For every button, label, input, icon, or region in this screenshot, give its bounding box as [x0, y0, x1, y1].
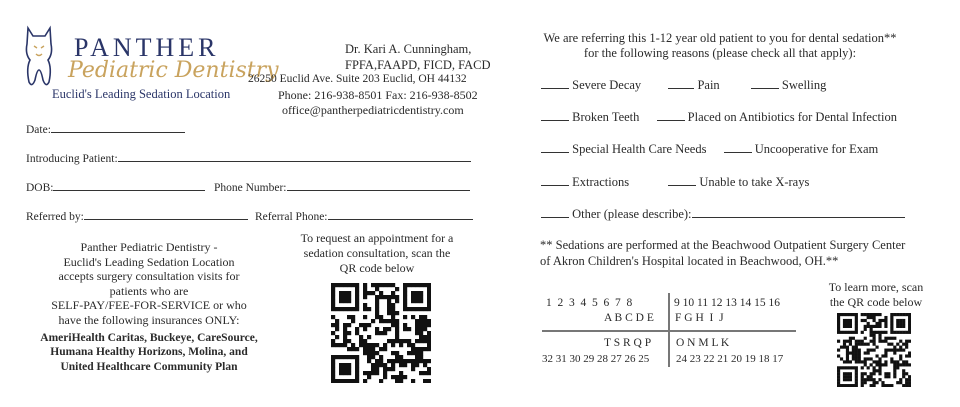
insurance-line: Panther Pediatric Dentistry - [80, 240, 218, 254]
insurance-bold: Humana Healthy Horizons, Molina, and [50, 346, 248, 359]
phone-number-field[interactable] [214, 178, 470, 194]
appointment-qr-code[interactable] [331, 283, 431, 383]
lower-left-numbers: 32 31 30 29 28 27 26 25 [542, 353, 650, 365]
checkbox-line[interactable] [541, 205, 569, 218]
reason-row-4 [541, 173, 809, 190]
checkbox-line[interactable] [751, 76, 779, 89]
checkbox-line[interactable] [541, 76, 569, 89]
referral-intro [520, 31, 920, 61]
sedation-note-line: of Akron Children's Hospital located in Beachwood, OH.** [540, 254, 839, 268]
doctor-address: 26250 Euclid Ave. Suite 203 Euclid, OH 44132 [248, 73, 467, 85]
reason-extractions: Extractions [572, 175, 630, 189]
introducing-label: Introducing Patient: [26, 153, 118, 165]
learn-more-line: the QR code below [829, 295, 923, 309]
tooth-chart [542, 293, 802, 373]
checkbox-line[interactable] [668, 173, 696, 186]
checkbox-line[interactable] [657, 108, 685, 121]
referred-by-label: Referred by: [26, 211, 84, 223]
checkbox-line[interactable] [668, 76, 694, 89]
doctor-email: office@pantherpediatricdentistry.com [282, 103, 464, 117]
reason-row-2 [541, 108, 897, 125]
referral-phone-field[interactable] [255, 207, 473, 223]
insurance-line: patients who are [109, 283, 189, 298]
lower-left-letters: T S R Q P [604, 337, 652, 349]
reason-uncooperative: Uncooperative for Exam [754, 142, 879, 156]
insurance-line: have the following insurances ONLY: [58, 312, 240, 327]
insurance-block [18, 240, 280, 374]
appointment-line: QR code below [339, 261, 415, 275]
referred-by-field[interactable] [26, 207, 248, 223]
dob-label: DOB: [26, 182, 54, 194]
reason-row-1 [541, 76, 826, 93]
referral-intro-line: for the following reasons (please check all that apply): [583, 46, 857, 60]
reason-row-other [541, 205, 905, 222]
insurance-bold: United Healthcare Community Plan [60, 360, 238, 373]
logo-word: PANTHER [74, 33, 220, 62]
checkbox-line[interactable] [724, 140, 752, 153]
insurance-line: SELF-PAY/FEE-FOR-SERVICE or who [51, 298, 247, 313]
insurance-bold: AmeriHealth Caritas, Buckeye, CareSource, [40, 331, 258, 344]
insurance-line: Euclid's Leading Sedation Location [63, 254, 235, 269]
appointment-line: To request an appointment for a [300, 231, 454, 245]
reason-antibiotics: Placed on Antibiotics for Dental Infection [687, 110, 897, 124]
reason-broken-teeth: Broken Teeth [572, 110, 640, 124]
reason-row-3 [541, 140, 878, 157]
reason-special-needs: Special Health Care Needs [572, 142, 707, 156]
sedation-note [540, 237, 905, 269]
dob-field[interactable] [26, 178, 205, 194]
checkbox-line[interactable] [541, 140, 569, 153]
logo-tagline: Euclid's Leading Sedation Location [52, 87, 231, 101]
lower-right-letters: O N M L K [676, 337, 730, 349]
learn-more-qr-code[interactable] [837, 313, 911, 387]
referral-phone-label: Referral Phone: [255, 211, 328, 223]
doctor-name: Dr. Kari A. Cunningham, [345, 42, 472, 56]
appointment-text [285, 231, 469, 276]
reason-other: Other (please describe): [572, 207, 692, 221]
insurance-line: accepts surgery consultation visits for [58, 269, 240, 284]
checkbox-line[interactable] [541, 108, 569, 121]
doctor-credentials: FPFA,FAAPD, FICD, FACD [345, 58, 491, 72]
learn-more-text [814, 280, 938, 310]
introducing-patient-field[interactable] [26, 149, 471, 165]
reason-severe-decay: Severe Decay [572, 78, 642, 92]
phone-label: Phone Number: [214, 182, 287, 194]
chart-horizontal-divider [542, 330, 796, 332]
reason-swelling: Swelling [781, 78, 827, 92]
other-description-line[interactable] [692, 205, 905, 218]
date-label: Date: [26, 124, 51, 136]
checkbox-line[interactable] [541, 173, 569, 186]
logo-script: Pediatric Dentistry [68, 58, 279, 83]
referral-intro-line: We are referring this 1-12 year old patient to you for dental sedation** [543, 31, 897, 45]
learn-more-line: To learn more, scan [828, 280, 924, 294]
panther-tooth-icon [22, 24, 56, 90]
upper-left-letters: A B C D E [604, 312, 654, 324]
lower-right-numbers: 24 23 22 21 20 19 18 17 [676, 353, 784, 365]
appointment-line: sedation consultation, scan the [303, 246, 451, 260]
doctor-phone-fax: Phone: 216-938-8501 Fax: 216-938-8502 [278, 88, 478, 102]
date-field[interactable] [26, 120, 185, 136]
upper-right-numbers: 9 10 11 12 13 14 15 16 [674, 297, 780, 309]
reason-pain: Pain [697, 78, 720, 92]
upper-right-letters: F G H I J [675, 312, 724, 324]
reason-xrays: Unable to take X-rays [699, 175, 810, 189]
upper-left-numbers: 1 2 3 4 5 6 7 8 [546, 297, 633, 309]
sedation-note-line: ** Sedations are performed at the Beachwood Outpatient Surgery Center [540, 238, 906, 252]
